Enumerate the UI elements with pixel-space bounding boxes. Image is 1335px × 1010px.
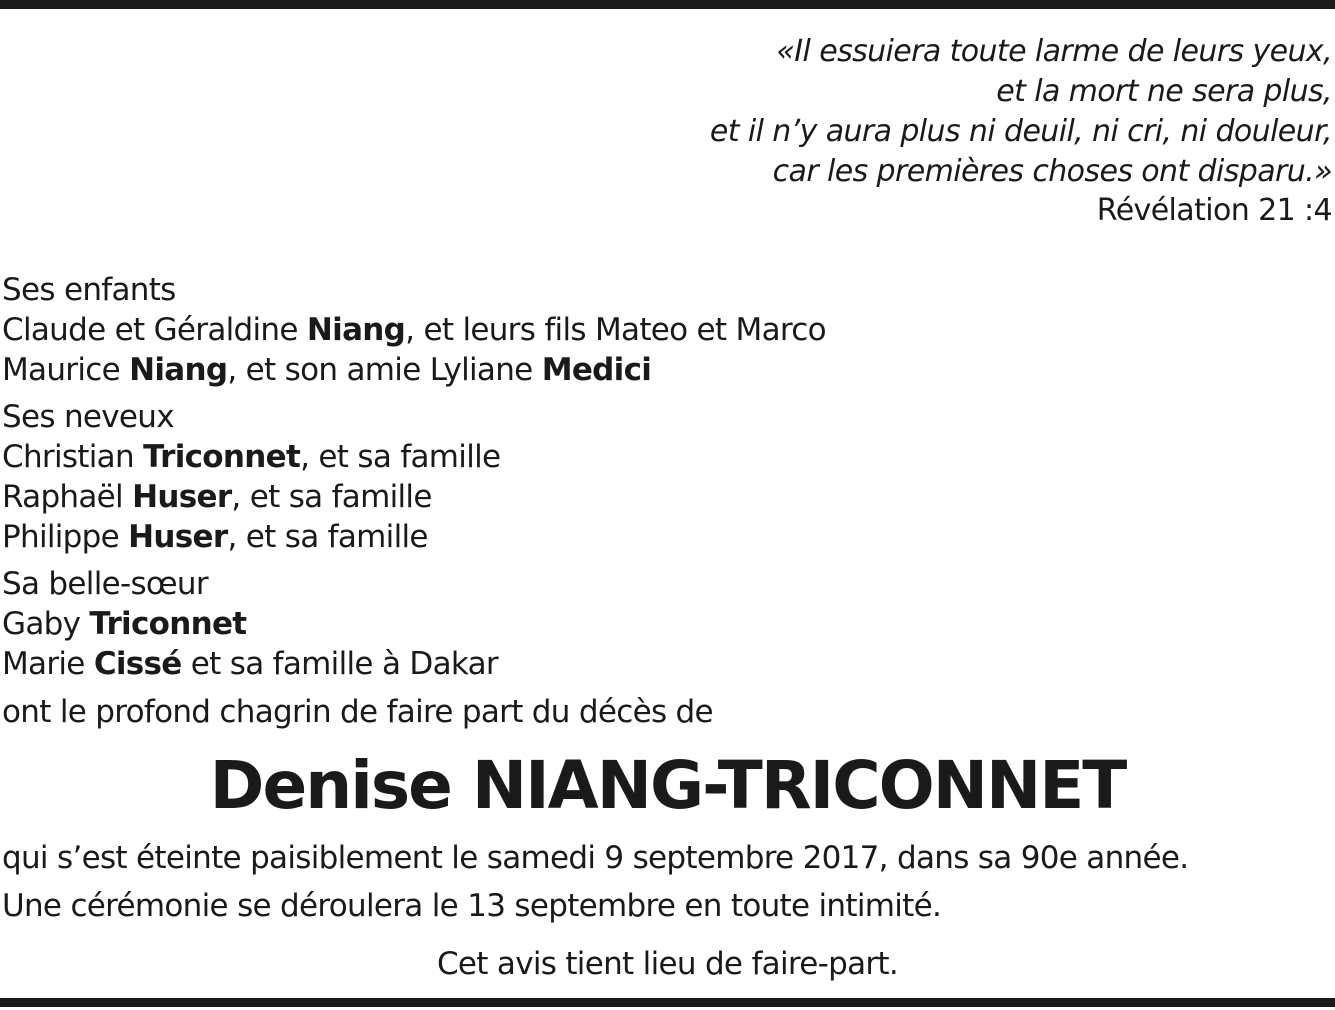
family-surname: Triconnet — [143, 439, 301, 475]
group-heading: Sa belle-sœur — [2, 566, 208, 602]
family-text: Maurice — [2, 352, 130, 388]
family-line — [2, 350, 826, 390]
group-heading: Ses neveux — [2, 399, 174, 435]
family-line — [2, 437, 500, 477]
family-text: Philippe — [2, 519, 129, 555]
passing-details: qui s’est éteinte paisiblement le samedi 9 septembre 2017, dans sa 90e année. — [2, 840, 1189, 876]
family-group-children — [2, 270, 826, 390]
family-surname: Niang — [129, 352, 228, 388]
quote-line: et il n’y aura plus ni deuil, ni cri, ni douleur, — [709, 114, 1332, 149]
quote-line: «Il essuiera toute larme de leurs yeux, — [776, 34, 1332, 69]
family-text: Christian — [2, 439, 144, 475]
ceremony-details: Une cérémonie se déroulera le 13 septembre en toute intimité. — [2, 888, 942, 924]
family-text: , et son amie Lyliane — [227, 352, 542, 388]
announcement-intro: ont le profond chagrin de faire part du décès de — [2, 694, 713, 730]
family-surname: Cissé — [93, 646, 182, 682]
family-text: , et leurs fils Mateo et Marco — [405, 312, 826, 348]
family-text: , et sa famille — [300, 439, 501, 475]
family-line — [2, 604, 498, 644]
top-rule — [0, 0, 1335, 9]
group-heading: Ses enfants — [2, 272, 176, 308]
quote-line: et la mort ne sera plus, — [996, 74, 1332, 109]
family-surname: Huser — [132, 479, 232, 515]
bible-quote — [710, 32, 1332, 192]
quote-line: car les premières choses ont disparu.» — [772, 154, 1332, 189]
bottom-rule — [0, 998, 1335, 1007]
footer-note: Cet avis tient lieu de faire-part. — [436, 946, 899, 982]
family-text: Claude et Géraldine — [2, 312, 307, 348]
family-text: Gaby — [2, 606, 90, 642]
family-text: , et sa famille — [227, 519, 428, 555]
family-line — [2, 644, 498, 684]
family-text: Marie — [2, 646, 94, 682]
family-text: et sa famille à Dakar — [181, 646, 498, 682]
family-surname: Niang — [306, 312, 406, 348]
family-line — [2, 477, 500, 517]
family-text: Raphaël — [2, 479, 133, 515]
deceased-name: Denise NIANG-TRICONNET — [209, 747, 1126, 824]
family-text: , et sa famille — [231, 479, 432, 515]
family-group-nephews — [2, 397, 500, 557]
family-surname: Medici — [541, 352, 652, 388]
family-line — [2, 310, 826, 350]
family-surname: Huser — [128, 519, 228, 555]
family-group-sister-in-law — [2, 564, 498, 684]
family-line — [2, 517, 500, 557]
quote-reference: Révélation 21 :4 — [1096, 193, 1332, 228]
family-surname: Triconnet — [89, 606, 247, 642]
